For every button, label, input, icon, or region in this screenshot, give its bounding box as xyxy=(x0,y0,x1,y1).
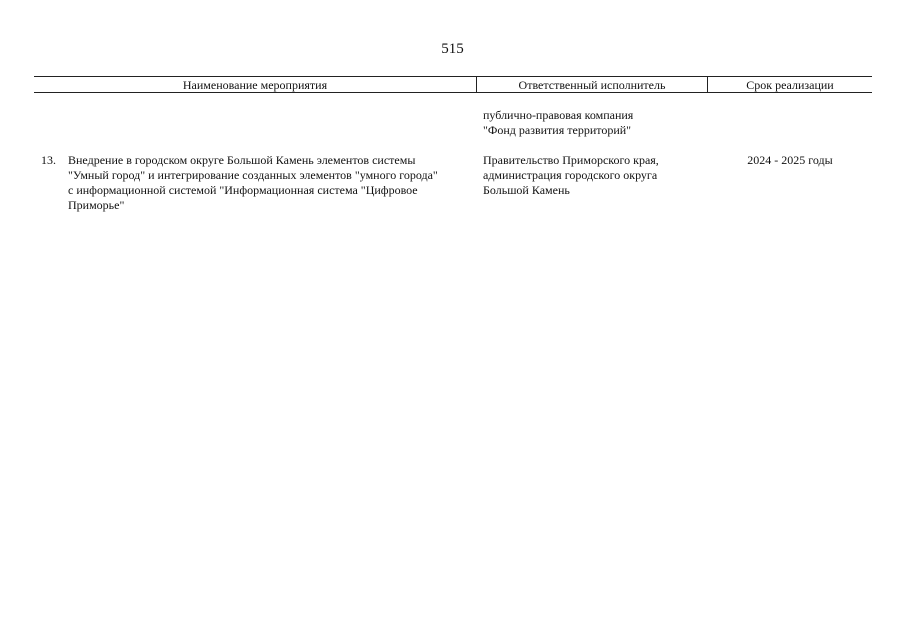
header-term: Срок реализации xyxy=(746,78,834,92)
row-name-cell: Внедрение в городском округе Большой Камень элементов системы "Умный город" и интегрирование созданных элементов "умного города" с информационной системой "Информационная система "Цифровое Приморье" xyxy=(68,153,438,212)
table-header-bottom-border xyxy=(34,92,872,93)
table-top-border xyxy=(34,76,872,77)
header-executor: Ответственный исполнитель xyxy=(518,78,666,92)
page-number: 515 xyxy=(441,41,464,57)
header-name: Наименование мероприятия xyxy=(182,78,328,92)
row-number: 13. xyxy=(41,153,56,167)
continuation-executor-cell: публично-правовая компания "Фонд развития территорий" xyxy=(483,108,634,137)
row-executor-cell: Правительство Приморского края, администрация городского округа Большой Камень xyxy=(483,153,659,197)
row-term-cell: 2024 - 2025 годы xyxy=(747,153,833,167)
